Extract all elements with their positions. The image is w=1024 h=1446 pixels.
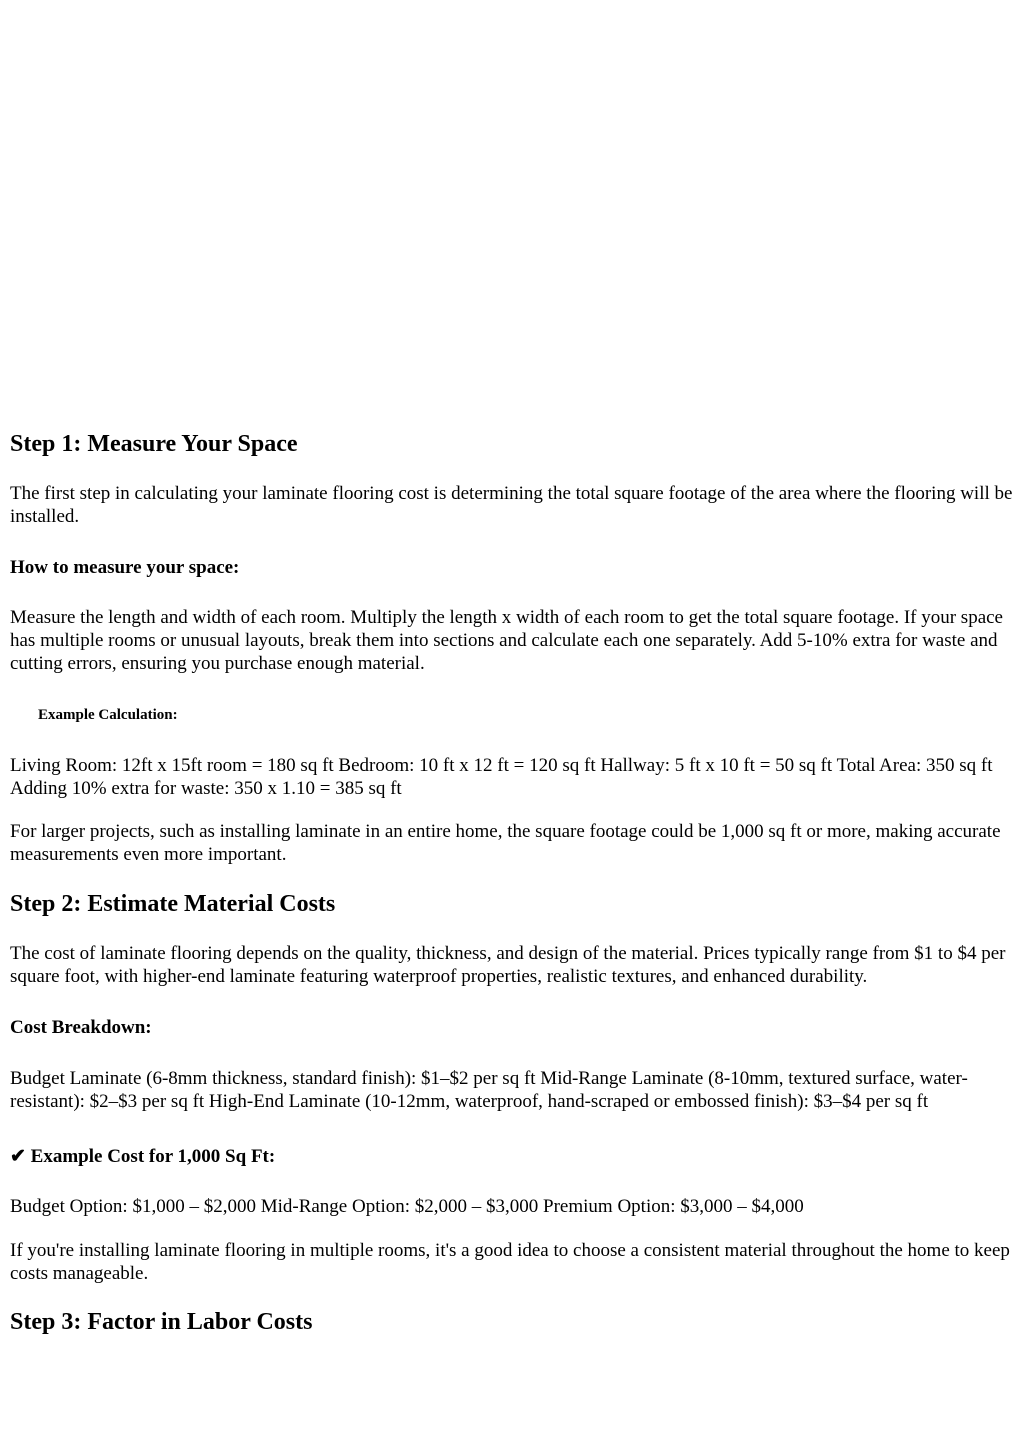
step2-intro: The cost of laminate flooring depends on the quality, thickness, and design of the material. Prices typically range from $1 to $4 per square foot, with higher-end laminate featuring waterproof properties, realistic textures, and enhanced durability. [10,943,1006,987]
step2-heading: Step 2: Estimate Material Costs [10,891,336,917]
cost-breakdown-text: Budget Laminate (6-8mm thickness, standard finish): $1–$2 per sq ft Mid-Range Laminate (8-10mm, textured surface, water-resistant): $2–$3 per sq ft High-End Laminate (10-12mm, waterproof, hand-scraped or embossed finish): $3–$4 per sq ft [10,1068,968,1112]
example-cost-text: Budget Option: $1,000 – $2,000 Mid-Range Option: $2,000 – $3,000 Premium Option: $3,000 – $4,000 [10,1196,804,1217]
step1-intro: The first step in calculating your laminate flooring cost is determining the total square footage of the area where the flooring will be installed. [10,483,1013,527]
multiple-rooms-text: If you're installing laminate flooring in multiple rooms, it's a good idea to choose a consistent material throughout the home to keep costs manageable. [10,1240,1010,1284]
example-calculation-heading: Example Calculation: [38,707,178,723]
example-cost-heading: ✔ Example Cost for 1,000 Sq Ft: [10,1146,276,1167]
example-calculation-text: Living Room: 12ft x 15ft room = 180 sq ft Bedroom: 10 ft x 12 ft = 120 sq ft Hallway: 5 ft x 10 ft = 50 sq ft Total Area: 350 sq ft Adding 10% extra for waste: 350 x 1.10 = 385 sq ft [10,755,993,799]
larger-projects-text: For larger projects, such as installing laminate in an entire home, the square footage could be 1,000 sq ft or more, making accurate measurements even more important. [10,821,1001,865]
blank-header-area [0,0,1024,429]
cost-breakdown-heading: Cost Breakdown: [10,1017,152,1038]
article-body [10,429,1014,1337]
step1-heading: Step 1: Measure Your Space [10,431,298,457]
how-to-measure-text: Measure the length and width of each room. Multiply the length x width of each room to get the total square footage. If your space has multiple rooms or unusual layouts, break them into sections and calculate each one separately. Add 5-10% extra for waste and cutting errors, ensuring you purchase enough material. [10,607,1003,674]
how-to-measure-heading: How to measure your space: [10,557,240,578]
step3-heading: Step 3: Factor in Labor Costs [10,1309,313,1335]
